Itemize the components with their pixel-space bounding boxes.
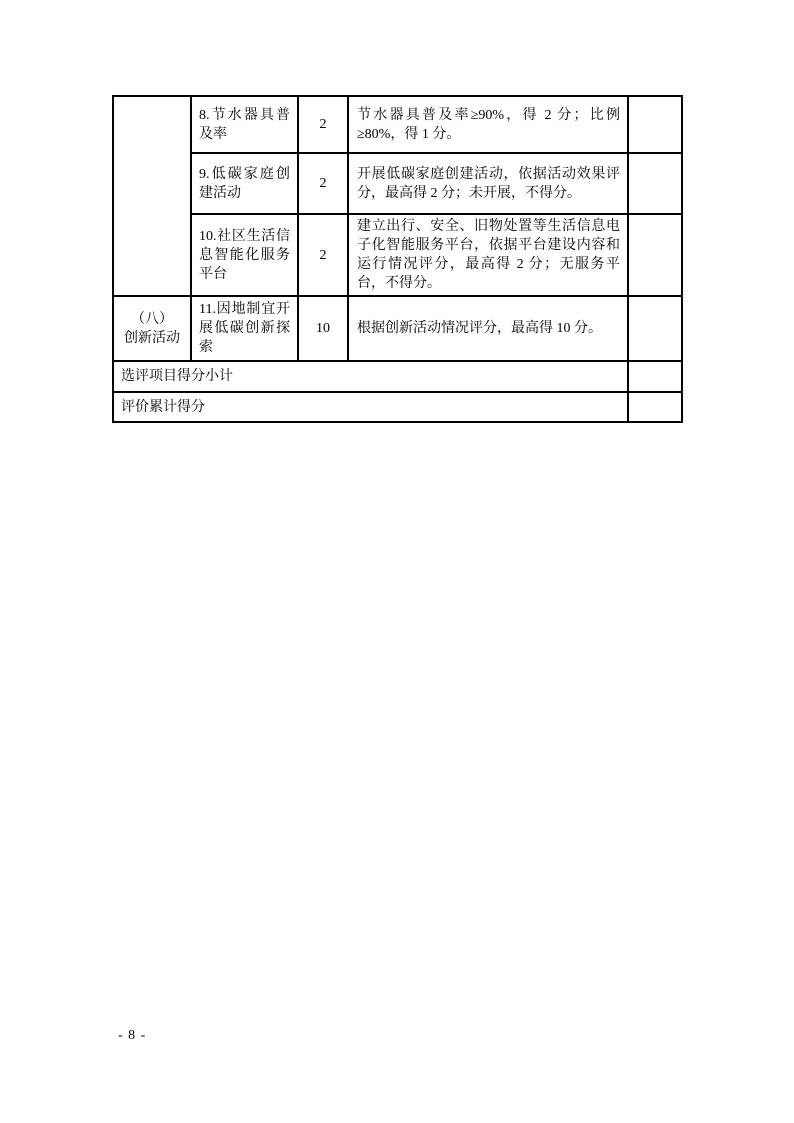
max-score-cell: 2 [298,153,348,214]
evaluation-score-table [112,95,683,423]
table-row-item-11 [113,296,682,361]
table-row-item-8 [113,96,682,153]
score-entry-cell[interactable] [628,96,682,153]
cumulative-total-entry-cell[interactable] [628,392,682,422]
item-name-cell: 8.节水器具普及率 [191,96,298,153]
item-name-cell: 10.社区生活信息智能化服务平台 [191,214,298,296]
table-row-subtotal [113,361,682,392]
score-entry-cell[interactable] [628,153,682,214]
max-score-cell: 2 [298,96,348,153]
table-row-item-9 [113,153,682,214]
category-cell-innovation [113,296,191,361]
page-number: - 8 - [118,1028,147,1043]
table-row-item-10 [113,214,682,296]
category-line-2: 创新活动 [124,330,180,346]
category-line-1: （八） [131,311,173,327]
criteria-cell: 根据创新活动情况评分，最高得 10 分。 [348,296,628,361]
item-name-cell: 9.低碳家庭创建活动 [191,153,298,214]
category-cell-continued [113,96,191,296]
criteria-cell: 建立出行、安全、旧物处置等生活信息电子化智能服务平台，依据平台建设内容和运行情况评分，最高得 2 分；无服务平台，不得分。 [348,214,628,296]
subtotal-label-cell: 选评项目得分小计 [113,361,628,392]
table-row-cumulative-total [113,392,682,422]
score-entry-cell[interactable] [628,214,682,296]
max-score-cell: 2 [298,214,348,296]
item-name-cell: 11.因地制宜开展低碳创新探索 [191,296,298,361]
score-entry-cell[interactable] [628,296,682,361]
criteria-cell: 节水器具普及率≥90%，得 2 分；比例≥80%，得 1 分。 [348,96,628,153]
subtotal-entry-cell[interactable] [628,361,682,392]
max-score-cell: 10 [298,296,348,361]
criteria-cell: 开展低碳家庭创建活动，依据活动效果评分，最高得 2 分；未开展，不得分。 [348,153,628,214]
cumulative-total-label-cell: 评价累计得分 [113,392,628,422]
